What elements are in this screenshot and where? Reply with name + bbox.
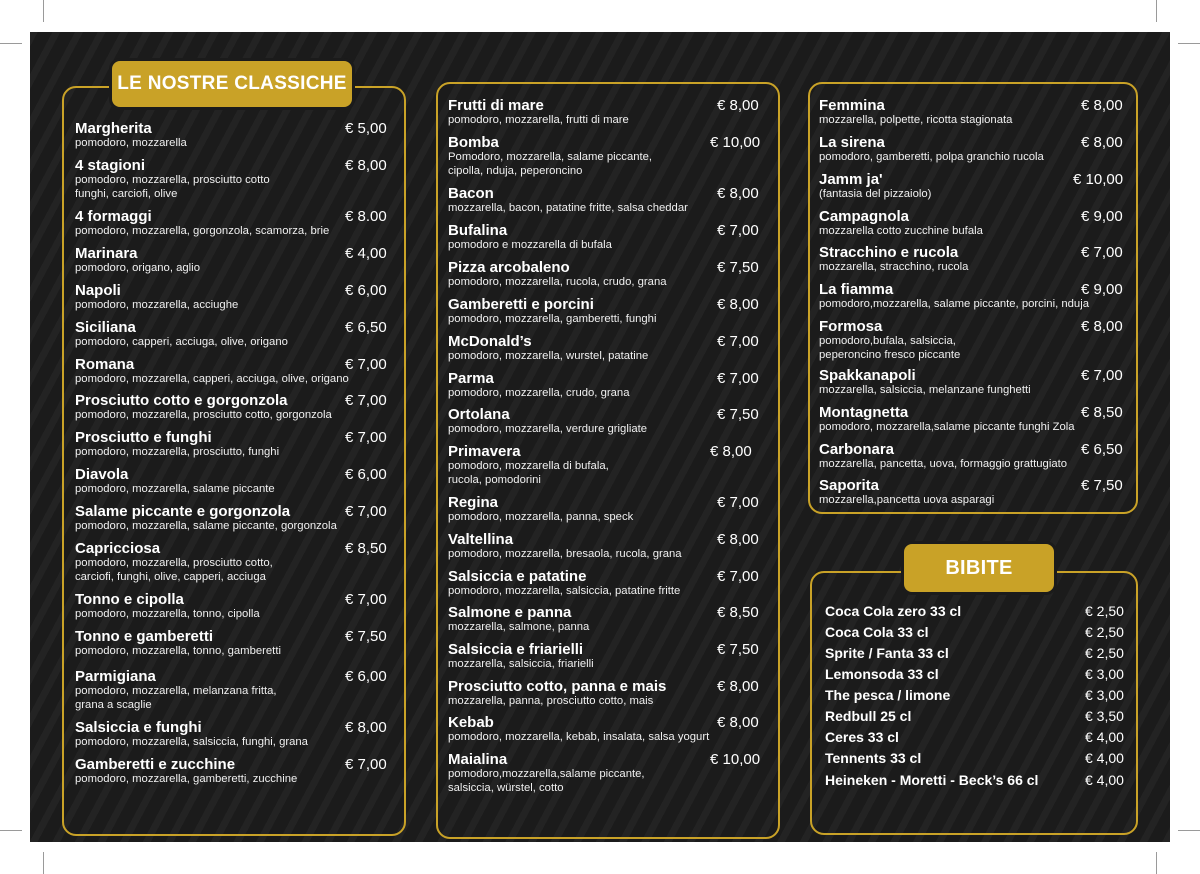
- item-price: € 6,50: [345, 319, 387, 336]
- item-description: pomodoro e mozzarella di bufala: [448, 239, 612, 251]
- item-name: 4 formaggi: [75, 208, 152, 225]
- drink-name: Redbull 25 cl: [825, 708, 912, 724]
- drink-price: € 2,50: [1085, 645, 1124, 661]
- item-name: Valtellina: [448, 531, 514, 548]
- item-description: mozzarella cotto zucchine bufala: [819, 225, 983, 237]
- item-description: pomodoro, origano, aglio: [75, 262, 200, 274]
- item-description: mozzarella, salsiccia, melanzane funghetti: [819, 384, 1031, 396]
- item-price: € 8,50: [345, 540, 387, 557]
- item-description: pomodoro, mozzarella, tonno, gamberetti: [75, 645, 281, 657]
- item-description: pomodoro, mozzarella, gamberetti, funghi: [448, 313, 657, 325]
- item-name: Primavera: [448, 443, 521, 460]
- item-description: pomodoro,bufala, salsiccia, peperoncino fresco piccante: [819, 335, 961, 361]
- item-description: pomodoro, mozzarella, tonno, cipolla: [75, 608, 260, 620]
- item-price: € 7,00: [345, 756, 387, 773]
- item-description: pomodoro, mozzarella, crudo, grana: [448, 387, 630, 399]
- item-description: pomodoro, mozzarella, salsiccia, patatine fritte: [448, 585, 681, 597]
- item-price: € 8,00: [1081, 134, 1123, 151]
- item-price: € 7,00: [717, 222, 759, 239]
- item-name: Parmigiana: [75, 668, 156, 685]
- item-price: € 8,00: [345, 719, 387, 736]
- item-price: € 7,00: [717, 494, 759, 511]
- item-name: Bufalina: [448, 222, 508, 239]
- item-name: Prosciutto cotto e gorgonzola: [75, 392, 288, 409]
- item-name: 4 stagioni: [75, 157, 146, 174]
- item-description: mozzarella, salmone, panna: [448, 621, 590, 633]
- item-name: Regina: [448, 494, 499, 511]
- item-description: pomodoro, mozzarella, acciughe: [75, 299, 239, 311]
- item-description: mozzarella, polpette, ricotta stagionata: [819, 114, 1013, 126]
- item-price: € 6,00: [345, 282, 387, 299]
- item-price: € 8,00: [717, 296, 759, 313]
- item-price: € 7,00: [345, 591, 387, 608]
- item-description: pomodoro, mozzarella, panna, speck: [448, 511, 634, 523]
- item-price: € 7,50: [1081, 477, 1123, 494]
- item-name: Carbonara: [819, 441, 895, 458]
- item-name: Maialina: [448, 751, 508, 768]
- item-price: € 7,00: [1081, 244, 1123, 261]
- item-description: pomodoro,mozzarella, salame piccante, porcini, nduja: [819, 298, 1090, 310]
- item-price: € 6,00: [345, 668, 387, 685]
- item-price: € 8,00: [717, 678, 759, 695]
- classiche-title: LE NOSTRE CLASSICHE: [112, 61, 352, 107]
- item-description: pomodoro, mozzarella, salame piccante, gorgonzola: [75, 520, 337, 532]
- item-name: Salsiccia e patatine: [448, 568, 587, 585]
- bibite-title: BIBITE: [904, 544, 1054, 592]
- item-description: mozzarella, bacon, patatine fritte, salsa cheddar: [448, 202, 688, 214]
- item-name: Siciliana: [75, 319, 136, 336]
- item-name: McDonald’s: [448, 333, 532, 350]
- item-price: € 7,50: [717, 641, 759, 658]
- drink-price: € 4,00: [1085, 772, 1124, 788]
- drink-price: € 3,00: [1085, 687, 1124, 703]
- item-name: Bomba: [448, 134, 499, 151]
- item-name: Diavola: [75, 466, 129, 483]
- item-description: pomodoro, mozzarella, salsiccia, funghi, grana: [75, 736, 308, 748]
- item-name: Jamm ja': [819, 171, 883, 188]
- item-name: Frutti di mare: [448, 97, 544, 114]
- item-name: La fiamma: [819, 281, 894, 298]
- item-name: Napoli: [75, 282, 121, 299]
- item-price: € 4,00: [345, 245, 387, 262]
- item-price: € 8,00: [1081, 97, 1123, 114]
- item-description: pomodoro, mozzarella, melanzana fritta, grana a scaglie: [75, 685, 277, 711]
- item-description: mozzarella, panna, prosciutto cotto, mais: [448, 695, 654, 707]
- crop-mark: [1156, 0, 1157, 22]
- item-description: pomodoro, gamberetti, polpa granchio rucola: [819, 151, 1044, 163]
- item-price: € 10,00: [710, 134, 761, 151]
- item-price: € 6,50: [1081, 441, 1123, 458]
- drink-price: € 4,00: [1085, 750, 1124, 766]
- item-description: pomodoro, mozzarella, bresaola, rucola, grana: [448, 548, 682, 560]
- item-description: mozzarella, stracchino, rucola: [819, 261, 969, 273]
- item-name: Margherita: [75, 120, 152, 137]
- item-price: € 10,00: [710, 751, 761, 768]
- drink-price: € 4,00: [1085, 729, 1124, 745]
- item-price: € 8,00: [345, 157, 387, 174]
- crop-mark: [43, 852, 44, 874]
- drink-name: Heineken - Moretti - Beck’s 66 cl: [825, 772, 1039, 788]
- item-description: pomodoro, mozzarella, wurstel, patatine: [448, 350, 649, 362]
- item-price: € 10,00: [1073, 171, 1124, 188]
- crop-mark: [0, 43, 22, 44]
- crop-mark: [1178, 43, 1200, 44]
- crop-mark: [0, 830, 22, 831]
- item-name: Salmone e panna: [448, 604, 572, 621]
- item-name: Gamberetti e porcini: [448, 296, 594, 313]
- item-name: Salsiccia e friarielli: [448, 641, 584, 658]
- item-price: € 7,00: [717, 370, 759, 387]
- item-price: € 8,50: [1081, 404, 1123, 421]
- item-price: € 7,00: [1081, 367, 1123, 384]
- item-name: Salsiccia e funghi: [75, 719, 202, 736]
- item-name: Capricciosa: [75, 540, 161, 557]
- drink-name: Tennents 33 cl: [825, 750, 922, 766]
- item-price: € 7,50: [717, 259, 759, 276]
- item-description: mozzarella, salsiccia, friarielli: [448, 658, 594, 670]
- item-price: € 8,50: [717, 604, 759, 621]
- menu-board: [30, 32, 1170, 842]
- item-description: pomodoro, mozzarella, prosciutto cotto funghi, carciofi, olive: [75, 174, 270, 200]
- item-name: Formosa: [819, 318, 883, 335]
- item-name: Campagnola: [819, 208, 910, 225]
- item-name: Parma: [448, 370, 494, 387]
- item-price: € 8.00: [345, 208, 387, 225]
- item-name: Stracchino e rucola: [819, 244, 959, 261]
- item-name: La sirena: [819, 134, 885, 151]
- item-name: Montagnetta: [819, 404, 909, 421]
- item-description: pomodoro, mozzarella, prosciutto cotto, carciofi, funghi, olive, capperi, acciuga: [75, 557, 273, 583]
- crop-mark: [43, 0, 44, 22]
- drink-price: € 3,00: [1085, 666, 1124, 682]
- item-description: pomodoro, capperi, acciuga, olive, origano: [75, 336, 288, 348]
- item-name: Marinara: [75, 245, 138, 262]
- item-name: Prosciutto e funghi: [75, 429, 212, 446]
- drink-price: € 3,50: [1085, 708, 1124, 724]
- item-price: € 7,50: [345, 628, 387, 645]
- item-price: € 7,50: [717, 406, 759, 423]
- item-description: Pomodoro, mozzarella, salame piccante, cipolla, nduja, peperoncino: [448, 151, 653, 177]
- item-description: mozzarella,pancetta uova asparagi: [819, 494, 995, 506]
- item-name: Saporita: [819, 477, 880, 494]
- drink-name: Sprite / Fanta 33 cl: [825, 645, 949, 661]
- item-price: € 7,00: [717, 333, 759, 350]
- item-price: € 8,00: [717, 97, 759, 114]
- item-price: € 9,00: [1081, 208, 1123, 225]
- item-price: € 7,00: [345, 503, 387, 520]
- item-price: € 8,00: [717, 531, 759, 548]
- item-name: Pizza arcobaleno: [448, 259, 570, 276]
- item-description: pomodoro,mozzarella,salame piccante, salsiccia, würstel, cotto: [448, 768, 645, 794]
- drink-name: Ceres 33 cl: [825, 729, 899, 745]
- item-description: pomodoro, mozzarella, verdure grigliate: [448, 423, 648, 435]
- drink-name: The pesca / limone: [825, 687, 951, 703]
- item-price: € 8,00: [717, 714, 759, 731]
- item-description: pomodoro, mozzarella di bufala, rucola, pomodorini: [448, 460, 609, 486]
- drink-price: € 2,50: [1085, 603, 1124, 619]
- item-name: Femmina: [819, 97, 885, 114]
- item-name: Kebab: [448, 714, 494, 731]
- item-description: pomodoro, mozzarella, kebab, insalata, salsa yogurt: [448, 731, 710, 743]
- item-description: (fantasia del pizzaiolo): [819, 188, 932, 200]
- crop-mark: [1178, 830, 1200, 831]
- item-name: Prosciutto cotto, panna e mais: [448, 678, 667, 695]
- item-price: € 8,00: [710, 443, 752, 460]
- item-name: Bacon: [448, 185, 494, 202]
- item-price: € 9,00: [1081, 281, 1123, 298]
- item-price: € 7,00: [717, 568, 759, 585]
- item-price: € 7,00: [345, 392, 387, 409]
- crop-mark: [1156, 852, 1157, 874]
- item-price: € 8,00: [1081, 318, 1123, 335]
- item-price: € 7,00: [345, 356, 387, 373]
- item-description: mozzarella, pancetta, uova, formaggio grattugiato: [819, 458, 1068, 470]
- item-description: pomodoro, mozzarella, salame piccante: [75, 483, 275, 495]
- item-name: Romana: [75, 356, 135, 373]
- item-description: pomodoro, mozzarella,salame piccante funghi Zola: [819, 421, 1075, 433]
- drink-price: € 2,50: [1085, 624, 1124, 640]
- item-description: pomodoro, mozzarella, frutti di mare: [448, 114, 629, 126]
- item-name: Ortolana: [448, 406, 510, 423]
- item-description: pomodoro, mozzarella, prosciutto cotto, gorgonzola: [75, 409, 332, 421]
- item-name: Tonno e gamberetti: [75, 628, 214, 645]
- item-description: pomodoro, mozzarella, gorgonzola, scamorza, brie: [75, 225, 330, 237]
- item-price: € 7,00: [345, 429, 387, 446]
- item-price: € 8,00: [717, 185, 759, 202]
- item-description: pomodoro, mozzarella: [75, 137, 187, 149]
- item-name: Salame piccante e gorgonzola: [75, 503, 291, 520]
- drink-name: Coca Cola zero 33 cl: [825, 603, 962, 619]
- item-price: € 6,00: [345, 466, 387, 483]
- item-name: Gamberetti e zucchine: [75, 756, 236, 773]
- item-description: pomodoro, mozzarella, rucola, crudo, grana: [448, 276, 667, 288]
- drink-name: Coca Cola 33 cl: [825, 624, 929, 640]
- item-name: Spakkanapoli: [819, 367, 916, 384]
- item-description: pomodoro, mozzarella, gamberetti, zucchine: [75, 773, 298, 785]
- drink-name: Lemonsoda 33 cl: [825, 666, 939, 682]
- item-name: Tonno e cipolla: [75, 591, 184, 608]
- item-description: pomodoro, mozzarella, prosciutto, funghi: [75, 446, 280, 458]
- item-price: € 5,00: [345, 120, 387, 137]
- item-description: pomodoro, mozzarella, capperi, acciuga, olive, origano: [75, 373, 349, 385]
